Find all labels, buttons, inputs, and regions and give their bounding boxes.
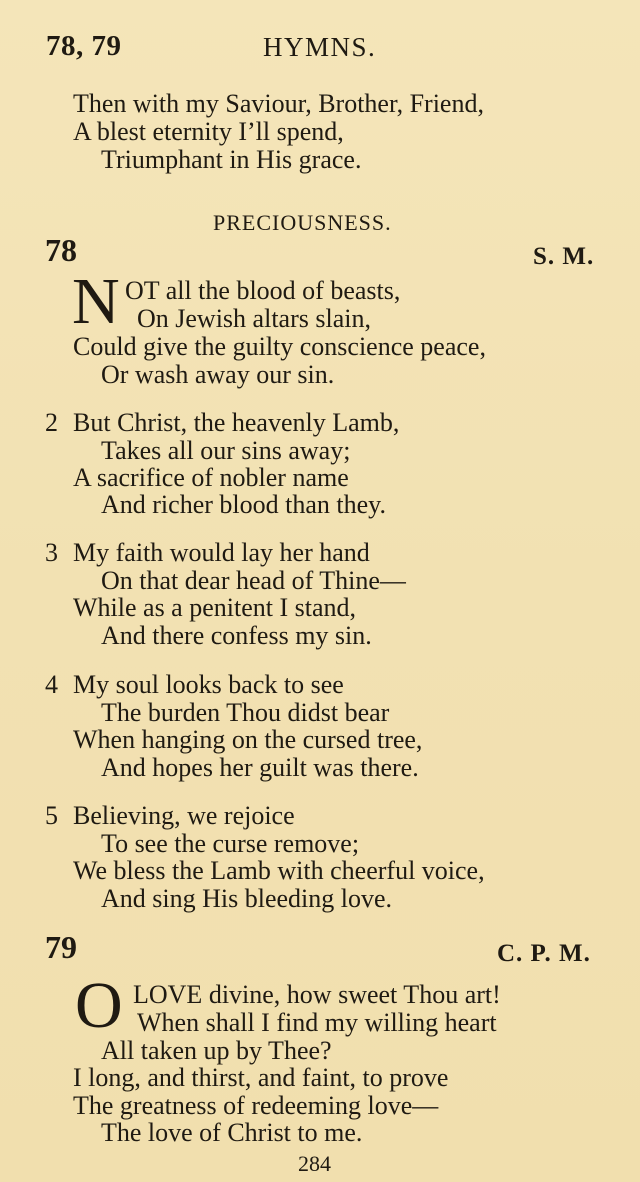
verse-number-3: 3 [45,538,58,567]
verse-3-line-1: My faith would lay her hand [73,538,370,567]
running-title: HYMNS. [263,32,377,62]
hymn-78-dropcap: N [72,265,120,338]
verse-4-line-3: When hanging on the cursed tree, [73,725,423,754]
verse-3-line-3: While as a penitent I stand, [73,593,357,622]
page-number: 284 [298,1151,331,1176]
continuation-line-2: A blest eternity I’ll spend, [73,117,344,146]
verse-number-5: 5 [45,801,58,830]
verse-2-line-3: A sacrifice of nobler name [73,463,349,492]
verse-3-line-2: On that dear head of Thine— [101,566,406,595]
verse-2-line-4: And richer blood than they. [101,490,386,519]
hymn-78-v1-line3: Could give the guilty conscience peace, [73,332,486,361]
verse-2-line-1: But Christ, the heavenly Lamb, [73,408,400,437]
verse-4-line-2: The burden Thou didst bear [101,698,390,727]
verse-4-line-4: And hopes her guilt was there. [101,753,419,782]
verse-5-line-3: We bless the Lamb with cheerful voice, [73,856,485,885]
verse-2-line-2: Takes all our sins away; [101,436,351,465]
hymn-78-v1-line2: On Jewish altars slain, [137,304,371,333]
hymn-79-v1-line4: I long, and thirst, and faint, to prove [73,1063,449,1092]
verse-3-line-4: And there confess my sin. [101,621,372,650]
verse-number-4: 4 [45,670,58,699]
continuation-line-3: Triumphant in His grace. [101,145,362,174]
verse-4-line-1: My soul looks back to see [73,670,344,699]
hymn-79-dropcap: O [75,969,123,1042]
continuation-line-1: Then with my Saviour, Brother, Friend, [73,89,484,118]
hymn-78-number: 78 [45,232,77,268]
hymn-79-v1-line5: The greatness of redeeming love— [73,1091,439,1120]
verse-5-line-2: To see the curse remove; [101,829,360,858]
hymn-79-v1-line3: All taken up by Thee? [101,1036,332,1065]
hymn-79-meter: C. P. M. [497,940,591,967]
hymn-78-v1-line4: Or wash away our sin. [101,360,335,389]
verse-number-2: 2 [45,408,58,437]
hymn-78-meter: S. M. [533,243,595,270]
hymn-79-v1-line2: When shall I find my willing heart [137,1008,497,1037]
verse-5-line-4: And sing His bleeding love. [101,884,393,913]
hymn-79-v1-line6: The love of Christ to me. [101,1118,363,1147]
verse-5-line-1: Believing, we rejoice [73,801,295,830]
hymn-79-number: 79 [45,929,77,965]
hymn-79-v1-line1: LOVE divine, how sweet Thou art! [133,980,501,1009]
header-hymn-numbers: 78, 79 [46,30,122,62]
hymn-78-title: PRECIOUSNESS. [213,210,392,235]
hymn-78-v1-line1: OT all the blood of beasts, [125,276,401,305]
